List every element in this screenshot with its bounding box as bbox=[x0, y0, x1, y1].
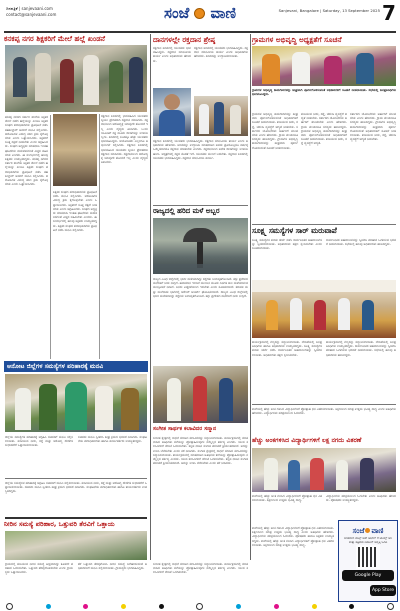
photo-stage-event bbox=[252, 280, 396, 338]
masthead bbox=[0, 0, 400, 30]
color-swatch-magenta-icon-2 bbox=[274, 604, 279, 609]
registration-mark-icon bbox=[6, 603, 13, 610]
print-registration-bar bbox=[0, 602, 400, 611]
story-text-top-right-col2: ಕುಡಿಯುವ ನೀರು, ರಸ್ತೆ, ಚರಂಡಿ ವ್ಯವಸ್ಥೆಗೆ ಆದ್ಯತೆ ನೀಡಬೇಕು. ಸರ್ಕಾರದ ಯೋಜನೆಗಳು ಅರ್ಹರಿಗೆ ತಲುಪಬೇಕು ಎಂದು ಹೇಳಿದರು. ಗ್ರಾಮ ಪಂಚಾಯತಿ ಸದಸ್ಯರು ಹಾಜರಿದ್ದರು. ಗ್ರಾಮಗಳ ಅಭಿವೃದ್ಧಿ ಕಾಮಗಾರಿಗಳನ್ನು ಶೀಘ್ರವಾಗಿ ಪೂರ್ಣಗೊಳಿಸುವಂತೆ ಅಧಿಕಾರಿಗಳಿಗೆ ಸೂಚನೆ ನೀಡಲಾಯಿತು. ಕುಡಿಯುವ ನೀರು, ರಸ್ತೆ ವ್ಯವಸ್ಥೆಗೆ ಆದ್ಯತೆ. bbox=[301, 112, 347, 146]
advert-line-1: ಸಂಜೆವಾಣಿ ವಾಟ್ಸ್ ಆಪ್ ಚಾನೆಲ್ ಗೆ ಜಾಯ್ನ್ ಆಗಿ bbox=[344, 536, 392, 540]
headline-bottom-left: ನೀರಿನ ಸಮಸ್ಯೆ ಪರಿಹಾರ, ಒತ್ತುವರಿ ತೆರವಿಗೆ ಒತ್ತಾಯ bbox=[4, 520, 115, 528]
headline-left-banner: ಆನೋಟ ಜಿಲ್ಲೆಗಳ ಸಮಸ್ಯೆಗಳ ಪರಿಹಾರಕ್ಕೆ ಮನವಿ bbox=[4, 361, 148, 372]
app-store-button[interactable]: App Store bbox=[370, 585, 396, 596]
qr-code-icon bbox=[358, 547, 378, 567]
page-number: 7 bbox=[382, 1, 396, 25]
contact-line-2: contact@sanjevaani.com bbox=[6, 12, 57, 17]
color-swatch-magenta-icon bbox=[83, 604, 88, 609]
headline-middle-right: ಸೂಕ್ಷ್ಮ ಸಮಸ್ಯೆಗಳ ಸಾರ್ ಮರುವಾಪೆ bbox=[252, 226, 337, 235]
story-text-middle-right-col2: ಸಾರ್ವಜನಿಕರ ಅಹವಾಲುಗಳನ್ನು ಸ್ವೀಕರಿಸಿ ಪರಿಹಾರ ಒದಗಿಸುವ ಭರವಸೆ ನೀಡಲಾಯಿತು. ಸಭೆಯಲ್ಲಿ ಹಲವು ಅಧಿಕಾರಿಗಳು ಹಾಜರಿದ್ದರು. bbox=[326, 238, 396, 247]
story-text-center-small: ಸಂಗೀತ ಕ್ಷೇತ್ರದಲ್ಲಿ ಸಾಧನೆ ಮಾಡಿದ ಕಲಾವಿದರನ್ನು ಸನ್ಮಾನಿಸಲಾಯಿತು. ಕಾರ್ಯಕ್ರಮದಲ್ಲಿ ಮಾತನಾಡಿದ ಅತಿಥಿಗಳು ಕಲೆಯನ್ನು ಪ್ರೋತ್ಸಾಹಿಸುವುದು ನಮ್ಮೆಲ್ಲರ ಕರ್ತವ್ಯ ಎಂದರು. ಯುವ ಕಲಾವಿದರಿಗೆ ವೇದಿಕೆ ಒದಗಿಸಬೇಕು. ಕನ್ನಡ ನಾಡಿನ ಸಂಗೀತ ಪರಂಪರೆ ಶ್ರೀಮಂತವಾಗಿದೆ. ಅದನ್ನು ಉಳಿಸಿ ಬೆಳೆಸಬೇಕು ಎಂದು ಕರೆ ನೀಡಿದರು. ಸಂಗೀತ ಕ್ಷೇತ್ರದಲ್ಲಿ ಸಾಧನೆ ಮಾಡಿದ ಕಲಾವಿದರನ್ನು ಸನ್ಮಾನಿಸಲಾಯಿತು. ಕಾರ್ಯಕ್ರಮದಲ್ಲಿ ಮಾತನಾಡಿದ ಅತಿಥಿಗಳು ಕಲೆಯನ್ನು ಪ್ರೋತ್ಸಾಹಿಸುವುದು ನಮ್ಮೆಲ್ಲರ ಕರ್ತವ್ಯ ಎಂದರು. ಯುವ ಕಲಾವಿದರಿಗೆ ವೇದಿಕೆ ಒದಗಿಸಬೇಕು. ಕನ್ನಡ ನಾಡಿನ ಸಂಗೀತ ಪರಂಪರೆ ಶ್ರೀಮಂತವಾಗಿದೆ. ಅದನ್ನು ಉಳಿಸಿ ಬೆಳೆಸಬೇಕು ಎಂದು ಕರೆ ನೀಡಿದರು. bbox=[153, 436, 248, 466]
story-text-top-right-col1: ಗ್ರಾಮಗಳ ಅಭಿವೃದ್ಧಿ ಕಾಮಗಾರಿಗಳನ್ನು ಶೀಘ್ರವಾಗಿ ಪೂರ್ಣಗೊಳಿಸುವಂತೆ ಅಧಿಕಾರಿಗಳಿಗೆ ಸೂಚನೆ ನೀಡಲಾಯಿತು. ಕುಡಿಯುವ ನೀರು, ರಸ್ತೆ, ಚರಂಡಿ ವ್ಯವಸ್ಥೆಗೆ ಆದ್ಯತೆ ನೀಡಬೇಕು. ಸರ್ಕಾರದ ಯೋಜನೆಗಳು ಅರ್ಹರಿಗೆ ತಲುಪಬೇಕು ಎಂದು ಹೇಳಿದರು. ಗ್ರಾಮ ಪಂಚಾಯತಿ ಸದಸ್ಯರು ಹಾಜರಿದ್ದರು. ಗ್ರಾಮಗಳ ಅಭಿವೃದ್ಧಿ ಕಾಮಗಾರಿಗಳನ್ನು ಶೀಘ್ರವಾಗಿ ಪೂರ್ಣಗೊಳಿಸುವಂತೆ ಸೂಚನೆ ನೀಡಲಾಯಿತು. bbox=[252, 112, 298, 150]
story-text-top-right-intro: ಗ್ರಾಮಗಳ ಅಭಿವೃದ್ಧಿ ಕಾಮಗಾರಿಗಳನ್ನು ಶೀಘ್ರವಾಗಿ ಪೂರ್ಣಗೊಳಿಸುವಂತೆ ಅಧಿಕಾರಿಗಳಿಗೆ ಸೂಚನೆ ನೀಡಲಾಯಿತು. ಸಭೆಯಲ್ಲಿ ಜನಪ್ರತಿನಿಧಿಗಳು ಭಾಗವಹಿಸಿದ್ದರು. bbox=[252, 88, 396, 97]
story-text-left-lower: ಜಿಲ್ಲೆಯ ಸಮಸ್ಯೆಗಳ ಪರಿಹಾರಕ್ಕೆ ಆಗ್ರಹಿಸಿ ಸಚಿವರಿಗೆ ಮನವಿ ಸಲ್ಲಿಸಲಾಯಿತು. ಕುಡಿಯುವ ನೀರು, ರಸ್ತೆ ಮತ್ತು ಆರೋಗ್ಯ ಸೇವೆಗಳ ಸುಧಾರಣೆಗೆ ಒತ್ತಾಯಿಸಲಾಯಿತು. ಸಚಿವರು ಮನವಿ ಸ್ವೀಕರಿಸಿ ಶೀಘ್ರ ಕ್ರಮದ ಭರವಸೆ ನೀಡಿದರು. ಸಂಘಟನೆಯ ಪದಾಧಿಕಾರಿಗಳು ಹಾಗೂ ಕಾರ್ಯಕರ್ತರು ಉಪಸ್ಥಿತರಿದ್ದರು. bbox=[5, 481, 147, 494]
contact-line-1: ದಿನಪತ್ರಿಕೆ | sanjevaani.com bbox=[6, 6, 53, 11]
photo-students-award bbox=[252, 448, 396, 492]
photo-water-protest bbox=[5, 531, 147, 560]
story-text-top-middle-2: ರಕ್ತದಾನ ಶಿಬಿರದಲ್ಲಿ ಯುವಕರು ಭಾಗವಹಿಸಿದ್ದರು. ರಕ್ತದಾನ ಮಾನವೀಯ ಕಾರ್ಯ ಎಂದು ಅಧಿಕಾರಿಗಳು ಹೇಳಿದರು. ಶಿಬಿರವನ್ನು ಉದ್ಘಾಟಿಸಲಾಯಿತು. bbox=[194, 46, 248, 59]
advert-logo-right: ವಾಣಿ bbox=[371, 527, 384, 535]
photo-village-meeting bbox=[252, 46, 396, 86]
story-text-top-left: ಕನಕಪ್ಪ ನಗರದ ಸರ್ಕಾರಿ ಶಾಲೆಯ ಶಿಕ್ಷಕರ ಮೇಲೆ ನಡೆದ ಹಲ್ಲೆಯನ್ನು ಖಂಡಿಸಿ ಶಿಕ್ಷಕರ ಸಂಘದ ಪದಾಧಿಕಾರಿಗಳು ಪ್ರತಿಭಟನೆ ನಡೆಸಿ ತಹಶೀಲ್ದಾರ್ ಅವರಿಗೆ ಮನವಿ ಸಲ್ಲಿಸಿದರು. ಆರೋಪಿಗಳ ವಿರುದ್ಧ ಕಠಿಣ ಕ್ರಮ ಕೈಗೊಳ್ಳಬೇಕು ಎಂದು ಒತ್ತಾಯಿಸಿದರು. ಶಿಕ್ಷಕರಿಗೆ ಸೂಕ್ತ ರಕ್ಷಣೆ ನೀಡಬೇಕು ಎಂದು ಆಗ್ರಹಿಸಿದರು. ಸಂಘದ ಅಧ್ಯಕ್ಷರು ಮಾತನಾಡಿ ಇಂತಹ ಘಟನೆಗಳು ಮರುಕಳಿಸದಂತೆ ಎಚ್ಚರ ವಹಿಸಬೇಕು ಎಂದರು. ಈ ಸಂದರ್ಭದಲ್ಲಿ ಹಲವು ಶಿಕ್ಷಕರು ಉಪಸ್ಥಿತರಿದ್ದರು. ಕನಕಪ್ಪ ನಗರದ ಸರ್ಕಾರಿ ಶಾಲೆಯ ಶಿಕ್ಷಕರ ಮೇಲೆ ನಡೆದ ಹಲ್ಲೆಯನ್ನು ಖಂಡಿಸಿ ಶಿಕ್ಷಕರ ಸಂಘದ ಪದಾಧಿಕಾರಿಗಳು ಪ್ರತಿಭಟನೆ ನಡೆಸಿ ತಹಶೀಲ್ದಾರ್ ಅವರಿಗೆ ಮನವಿ ಸಲ್ಲಿಸಿದರು. ಆರೋಪಿಗಳ ವಿರುದ್ಧ ಕಠಿಣ ಕ್ರಮ ಕೈಗೊಳ್ಳಬೇಕು ಎಂದು ಒತ್ತಾಯಿಸಿದರು. bbox=[5, 115, 48, 187]
headline-middle-center: ರಾಜ್ಯದಲ್ಲಿ ಹರಿದ ಮಳೆ ಅಬ್ಬರ bbox=[153, 207, 220, 215]
story-text-right-lower-col1: ಶಾಲೆಯಲ್ಲಿ ಹೆಚ್ಚು ಅಂಕ ಗಳಿಸಿದ ವಿದ್ಯಾರ್ಥಿಗಳಿಗೆ ಪ್ರೋತ್ಸಾಹ ಧನ ವಿತರಿಸಲಾಯಿತು. ಶಿಕ್ಷಣದಿಂದ ಉತ್ತಮ ಭವಿಷ್ಯ ಸಾಧ್ಯ. bbox=[252, 494, 322, 503]
story-text-middle-right-col4: ಕಾರ್ಯಕ್ರಮದಲ್ಲಿ ಗಣ್ಯರನ್ನು ಸನ್ಮಾನಿಸಲಾಯಿತು. ವೇದಿಕೆಯಲ್ಲಿ ಜನಪ್ರತಿನಿಧಿಗಳು ಉಪಸ್ಥಿತರಿದ್ದರು. ಸಾರ್ವಜನಿಕರ ಅಹವಾಲುಗಳನ್ನು ಸ್ವೀಕರಿಸಿ ಪರಿಹಾರ ಒದಗಿಸುವ ಭರವಸೆ ನೀಡಲಾಯಿತು. ಸಭೆಯಲ್ಲಿ ಹಲವು ಅಧಿಕಾರಿಗಳು ಹಾಜರಿದ್ದರು. bbox=[326, 340, 396, 357]
masthead-logo bbox=[150, 3, 250, 25]
photo-blood-donation-officer bbox=[153, 88, 191, 136]
story-text-bottom-left-col1: ಗ್ರಾಮದಲ್ಲಿ ಕುಡಿಯುವ ನೀರಿನ ಸಮಸ್ಯೆ ತೀವ್ರವಾಗಿದ್ದು ಕೂಡಲೇ ಪರಿಹಾರ ಒದಗಿಸಬೇಕು. ಒತ್ತುವರಿ ತೆರವುಗೊಳಿಸಬೇಕು ಎಂದು ಗ್ರಾಮಸ್ಥರು ಒತ್ತಾಯಿಸಿದರು. bbox=[5, 562, 73, 575]
logo-word-right: ವಾಣಿ bbox=[210, 4, 237, 22]
photo-teachers-protest bbox=[5, 45, 147, 112]
story-text-top-right-col3: ಸರ್ಕಾರದ ಯೋಜನೆಗಳು ಅರ್ಹರಿಗೆ ತಲುಪಬೇಕು ಎಂದು ಹೇಳಿದರು. ಗ್ರಾಮ ಪಂಚಾಯತಿ ಸದಸ್ಯರು ಹಾಜರಿದ್ದರು. ಗ್ರಾಮಗಳ ಅಭಿವೃದ್ಧಿ ಕಾಮಗಾರಿಗಳನ್ನು ಶೀಘ್ರವಾಗಿ ಪೂರ್ಣಗೊಳಿಸುವಂತೆ ಅಧಿಕಾರಿಗಳಿಗೆ ಸೂಚನೆ ನೀಡಲಾಯಿತು. ಕುಡಿಯುವ ನೀರು, ರಸ್ತೆ, ಚರಂಡಿ ವ್ಯವಸ್ಥೆಗೆ ಆದ್ಯತೆ ನೀಡಬೇಕು. bbox=[350, 112, 396, 142]
story-text-middle-right-col3: ಕಾರ್ಯಕ್ರಮದಲ್ಲಿ ಗಣ್ಯರನ್ನು ಸನ್ಮಾನಿಸಲಾಯಿತು. ವೇದಿಕೆಯಲ್ಲಿ ಜನಪ್ರತಿನಿಧಿಗಳು ಹಾಗೂ ಅಧಿಕಾರಿಗಳು ಉಪಸ್ಥಿತರಿದ್ದರು. ಸೂಕ್ಷ್ಮ ಸಮಸ್ಯೆಗಳ ಕುರಿತು ಚರ್ಚೆ ನಡೆಸಿ ಸಾರ್ವಜನಿಕರ ಅಹವಾಲುಗಳನ್ನು ಸ್ವೀಕರಿಸಲಾಯಿತು. ಅಧಿಕಾರಿಗಳು ತಕ್ಷಣ ಸ್ಪಂದಿಸಬೇಕು. bbox=[252, 340, 322, 357]
logo-word-left: ಸಂಜೆ bbox=[163, 4, 190, 22]
photo-rain-street bbox=[153, 218, 248, 274]
photo-school-staff bbox=[53, 114, 97, 186]
headline-top-middle: ದಾನಗಳಲ್ಲೇ ರಕ್ತದಾನ ಶ್ರೇಷ್ಠ bbox=[153, 35, 216, 44]
color-swatch-black-icon bbox=[159, 604, 164, 609]
color-swatch-black-icon-2 bbox=[349, 604, 354, 609]
google-play-button[interactable]: Google Play bbox=[342, 570, 394, 581]
story-text-center-lower: ಸಂಗೀತ ಕ್ಷೇತ್ರದಲ್ಲಿ ಸಾಧನೆ ಮಾಡಿದ ಕಲಾವಿದರನ್ನು ಸನ್ಮಾನಿಸಲಾಯಿತು. ಕಾರ್ಯಕ್ರಮದಲ್ಲಿ ಮಾತನಾಡಿದ ಅತಿಥಿಗಳು ಕಲೆಯನ್ನು ಪ್ರೋತ್ಸಾಹಿಸುವುದು ನಮ್ಮೆಲ್ಲರ ಕರ್ತವ್ಯ ಎಂದರು. ಯುವ ಕಲಾವಿದರಿಗೆ ವೇದಿಕೆ ಒದಗಿಸಬೇಕು. bbox=[153, 562, 248, 575]
story-text-top-left-3: ರಕ್ತದಾನ ಶಿಬಿರದಲ್ಲಿ ಭಾಗವಹಿಸಿದ ಯುವಕರು ಸ್ವಯಂ ಪ್ರೇರಿತರಾಗಿ ರಕ್ತದಾನ ಮಾಡಿದರು. ರಕ್ತದಾನದಿಂದ ಆರೋಗ್ಯಕ್ಕೆ ಯಾವುದೇ ತೊಂದರೆ ಇಲ್ಲ ಎಂದು ವೈದ್ಯರು ತಿಳಿಸಿದರು. ಒಂದು ಯೂನಿಟ್ ರಕ್ತ ಮೂರು ಜೀವಗಳನ್ನು ಉಳಿಸಬಲ್ಲದು. ಶಿಬಿರದಲ್ಲಿ ನೂರಕ್ಕೂ ಹೆಚ್ಚು ಯುವಕರು ಭಾಗವಹಿಸಿದ್ದರು. ಆಯೋಜಕರು ಎಲ್ಲರಿಗೂ ಅಭಿನಂದನೆ ಸಲ್ಲಿಸಿದರು. ರಕ್ತದಾನ ಶಿಬಿರದಲ್ಲಿ ಭಾಗವಹಿಸಿದ ಯುವಕರು ಸ್ವಯಂ ಪ್ರೇರಿತರಾಗಿ ರಕ್ತದಾನ ಮಾಡಿದರು. ರಕ್ತದಾನದಿಂದ ಆರೋಗ್ಯಕ್ಕೆ ಯಾವುದೇ ತೊಂದರೆ ಇಲ್ಲ ಎಂದು ವೈದ್ಯರು ತಿಳಿಸಿದರು. bbox=[101, 114, 148, 165]
photo-memorandum-group bbox=[5, 374, 147, 432]
story-text-top-middle-3: ರಕ್ತದಾನ ಶಿಬಿರದಲ್ಲಿ ಯುವಕರು ಭಾಗವಹಿಸಿದ್ದರು. ರಕ್ತದಾನ ಮಾನವೀಯ ಕಾರ್ಯ ಎಂದು ಅಧಿಕಾರಿಗಳು ಹೇಳಿದರು. ಶಿಬಿರವನ್ನು ಉದ್ಘಾಟಿಸಿ ಮಾತನಾಡಿದ ಅವರು ಪ್ರತಿಯೊಬ್ಬರೂ ವರ್ಷಕ್ಕೆ ಒಮ್ಮೆಯಾದರೂ ರಕ್ತದಾನ ಮಾಡಬೇಕು ಎಂದರು. ರಕ್ತದಾನದಿಂದ ಅನೇಕ ಜೀವಗಳನ್ನು ಉಳಿಸಬಹುದು. ಆಸ್ಪತ್ರೆಗಳಲ್ಲಿ ರಕ್ತದ ಕೊರತೆ ಇದೆ. ಯುವಕರು ಮುಂದೆ ಬರಬೇಕು. ರಕ್ತದಾನ ಶಿಬಿರದಲ್ಲಿ ಯುವಕರು ಭಾಗವಹಿಸಿದ್ದರು. ರಕ್ತದಾನ ಮಾನವೀಯ ಕಾರ್ಯ. bbox=[153, 139, 248, 160]
advert-sun-icon bbox=[365, 528, 370, 533]
story-text-middle-center: ರಾಜ್ಯದ ವಿವಿಧ ಜಿಲ್ಲೆಗಳಲ್ಲಿ ಭಾರೀ ಮಳೆಯಾಗಿದ್ದು ರಸ್ತೆಗಳು ಜಲಾವೃತಗೊಂಡಿವೆ. ತಗ್ಗು ಪ್ರದೇಶದ ಮನೆಗಳಿಗೆ ನೀರು ನುಗ್ಗಿದೆ. ಹವಾಮಾನ ಇಲಾಖೆ ಮುಂದಿನ ಮೂರು ದಿನಗಳ ಕಾಲ ಮಳೆಯಾಗುವ ಮುನ್ಸೂಚನೆ ನೀಡಿದೆ. ಜನರು ಎಚ್ಚರಿಕೆಯಿಂದ ಇರಬೇಕು ಎಂದು ಸೂಚಿಸಲಾಗಿದೆ. ಕರಾವಳಿ ಮತ್ತು ಮಲೆನಾಡು ಭಾಗದಲ್ಲಿ ಆರೆಂಜ್ ಅಲರ್ಟ್ ಘೋಷಿಸಲಾಗಿದೆ. ರಾಜ್ಯದ ವಿವಿಧ ಜಿಲ್ಲೆಗಳಲ್ಲಿ ಭಾರೀ ಮಳೆಯಾಗಿದ್ದು ರಸ್ತೆಗಳು ಜಲಾವೃತಗೊಂಡಿವೆ. ತಗ್ಗು ಪ್ರದೇಶದ ಮನೆಗಳಿಗೆ ನೀರು ನುಗ್ಗಿದೆ. bbox=[153, 277, 248, 298]
dateline: Sanjevani, Bangalore | Saturday, 13 September 2025 bbox=[278, 8, 380, 13]
registration-mark-icon-2 bbox=[196, 603, 203, 610]
story-text-left-banner-col1: ಜಿಲ್ಲೆಯ ಸಮಸ್ಯೆಗಳ ಪರಿಹಾರಕ್ಕೆ ಆಗ್ರಹಿಸಿ ಸಚಿವರಿಗೆ ಮನವಿ ಸಲ್ಲಿಸಲಾಯಿತು. ಕುಡಿಯುವ ನೀರು, ರಸ್ತೆ ಮತ್ತು ಆರೋಗ್ಯ ಸೇವೆಗಳ ಸುಧಾರಣೆಗೆ ಒತ್ತಾಯಿಸಲಾಯಿತು. bbox=[5, 435, 73, 448]
color-swatch-yellow-icon bbox=[121, 604, 126, 609]
photo-blood-donation-group bbox=[194, 96, 248, 136]
story-text-right-lower-pre: ಶಾಲೆಯಲ್ಲಿ ಹೆಚ್ಚು ಅಂಕ ಗಳಿಸಿದ ವಿದ್ಯಾರ್ಥಿಗಳಿಗೆ ಪ್ರೋತ್ಸಾಹ ಧನ ವಿತರಿಸಲಾಯಿತು. ಶಿಕ್ಷಣದಿಂದ ಮಾತ್ರ ಉತ್ತಮ ಭವಿಷ್ಯ ಸಾಧ್ಯ ಎಂದು ಅತಿಥಿಗಳು ಹೇಳಿದರು. ವಿದ್ಯಾರ್ಥಿಗಳು ಪರಿಶ್ರಮದಿಂದ ಓದಬೇಕು. bbox=[252, 407, 396, 416]
story-text-middle-right-col1: ಸೂಕ್ಷ್ಮ ಸಮಸ್ಯೆಗಳ ಕುರಿತು ಚರ್ಚೆ ನಡೆಸಿ ಸಾರ್ವಜನಿಕರ ಅಹವಾಲುಗಳನ್ನು ಸ್ವೀಕರಿಸಲಾಯಿತು. ಅಧಿಕಾರಿಗಳು ತಕ್ಷಣ ಸ್ಪಂದಿಸಬೇಕು ಎಂದು ಸೂಚಿಸಲಾಯಿತು. bbox=[252, 238, 322, 251]
photo-honour-ceremony bbox=[153, 366, 248, 423]
color-swatch-cyan-icon bbox=[46, 604, 51, 609]
story-text-bottom-left-col2: ಕೆರೆ ಒತ್ತುವರಿ ತೆರವುಗೊಳಿಸಿ ನೀರಿನ ಸಮಸ್ಯೆ ಬಗೆಹರಿಸುವಂತೆ ಅಧಿಕಾರಿಗಳಿಗೆ ಮನವಿ ಸಲ್ಲಿಸಲಾಯಿತು. ಗ್ರಾಮಸ್ಥರು ಭಾಗವಹಿಸಿದ್ದರು. bbox=[78, 562, 147, 571]
headline-top-left: ಕನಕಪ್ಪ ನಗರ ಶಿಕ್ಷಕರಿಗೆ ಮೇಲೆ ಹಲ್ಲೆ ಖಂಡನೆ bbox=[4, 34, 106, 43]
color-swatch-cyan-icon-2 bbox=[236, 604, 241, 609]
advert-line-2: ಮತ್ತು ಪತ್ರಿಕೆಯ ಡಿಜಿಟಲ್ ಆವೃತ್ತಿ ಓದಿರಿ bbox=[348, 540, 388, 544]
story-text-right-lower-col2: ವಿದ್ಯಾರ್ಥಿಗಳು ಪರಿಶ್ರಮದಿಂದ ಓದಬೇಕು ಎಂದು ಅತಿಥಿಗಳು ಹೇಳಿದರು. ಪೋಷಕರು ಉಪಸ್ಥಿತರಿದ್ದರು. bbox=[326, 494, 396, 503]
headline-top-right: ಗ್ರಾಮಗಳ ಅಭಿವೃದ್ಧಿ ಅಧ್ಯಕ್ಷತೆಗೆ ಸೂಚನೆ bbox=[252, 35, 342, 44]
color-swatch-yellow-icon-2 bbox=[312, 604, 317, 609]
registration-mark-icon-3 bbox=[387, 603, 394, 610]
story-text-top-left-2: ಶಿಕ್ಷಕರ ಸಂಘದ ಪದಾಧಿಕಾರಿಗಳು ಪ್ರತಿಭಟನೆ ನಡೆಸಿ ಮನವಿ ಸಲ್ಲಿಸಿದರು. ಆರೋಪಿಗಳ ವಿರುದ್ಧ ಕ್ರಮ ಕೈಗೊಳ್ಳಬೇಕು ಎಂದು ಒತ್ತಾಯಿಸಿದರು. ಶಿಕ್ಷಕರಿಗೆ ಸೂಕ್ತ ರಕ್ಷಣೆ ನೀಡಬೇಕು ಎಂದು ಆಗ್ರಹಿಸಿದರು. ಸಂಘದ ಅಧ್ಯಕ್ಷರು ಮಾತನಾಡಿ ಇಂತಹ ಘಟನೆಗಳು ಮರುಕಳಿಸದಂತೆ ಎಚ್ಚರ ವಹಿಸಬೇಕು ಎಂದರು. ಈ ಸಂದರ್ಭದಲ್ಲಿ ಹಲವು ಶಿಕ್ಷಕರು ಉಪಸ್ಥಿತರಿದ್ದರು. ಶಿಕ್ಷಕರ ಸಂಘದ ಪದಾಧಿಕಾರಿಗಳು ಪ್ರತಿಭಟನೆ ನಡೆಸಿ ಮನವಿ ಸಲ್ಲಿಸಿದರು. bbox=[53, 190, 97, 232]
advert-logo-left: ಸಂಜೆ bbox=[352, 527, 365, 535]
advert-logo bbox=[339, 523, 397, 536]
logo-sun-icon bbox=[194, 8, 205, 19]
story-text-top-middle-1: ರಕ್ತದಾನ ಶಿಬಿರದಲ್ಲಿ ಯುವಕರು ಭಾಗವಹಿಸಿದ್ದರು. ರಕ್ತದಾನ ಮಾನವೀಯ ಕಾರ್ಯ ಎಂದು ಅಧಿಕಾರಿಗಳು ಹೇಳಿದರು. bbox=[153, 46, 191, 63]
story-text-right-bottom: ಶಾಲೆಯಲ್ಲಿ ಹೆಚ್ಚು ಅಂಕ ಗಳಿಸಿದ ವಿದ್ಯಾರ್ಥಿಗಳಿಗೆ ಪ್ರೋತ್ಸಾಹ ಧನ ವಿತರಿಸಲಾಯಿತು. ಶಿಕ್ಷಣದಿಂದ ಮಾತ್ರ ಉತ್ತಮ ಭವಿಷ್ಯ ಸಾಧ್ಯ ಎಂದು ಅತಿಥಿಗಳು ಹೇಳಿದರು. ವಿದ್ಯಾರ್ಥಿಗಳು ಪರಿಶ್ರಮದಿಂದ ಓದಬೇಕು. ಪೋಷಕರು ಹಾಗೂ ಶಿಕ್ಷಕರು ಉಪಸ್ಥಿತರಿದ್ದರು. ಶಾಲೆಯಲ್ಲಿ ಹೆಚ್ಚು ಅಂಕ ಗಳಿಸಿದ ವಿದ್ಯಾರ್ಥಿಗಳಿಗೆ ಪ್ರೋತ್ಸಾಹ ಧನ ವಿತರಿಸಲಾಯಿತು. ಶಿಕ್ಷಣದಿಂದ ಮಾತ್ರ ಉತ್ತಮ ಭವಿಷ್ಯ ಸಾಧ್ಯ. bbox=[252, 526, 334, 547]
story-text-left-banner-col2: ಸಚಿವರು ಮನವಿ ಸ್ವೀಕರಿಸಿ ಶೀಘ್ರ ಕ್ರಮದ ಭರವಸೆ ನೀಡಿದರು. ಸಂಘಟನೆಯ ಪದಾಧಿಕಾರಿಗಳು ಹಾಗೂ ಕಾರ್ಯಕರ್ತರು ಉಪಸ್ಥಿತರಿದ್ದರು. bbox=[78, 435, 147, 444]
headline-right-lower: ಹೆಚ್ಚು ಅಂಕಗಳಿಸಿದ ವಿದ್ಯಾರ್ಥಿಗಳಿಗೆ ಲಕ್ಷ ನಗದು ವಿತರಣೆ bbox=[252, 437, 362, 444]
headline-center-small: ಸಂಗೀತ ಸಾರ್ಥಕ ಕಲಾವಿದರ ಸನ್ಮಾನ bbox=[153, 426, 217, 432]
